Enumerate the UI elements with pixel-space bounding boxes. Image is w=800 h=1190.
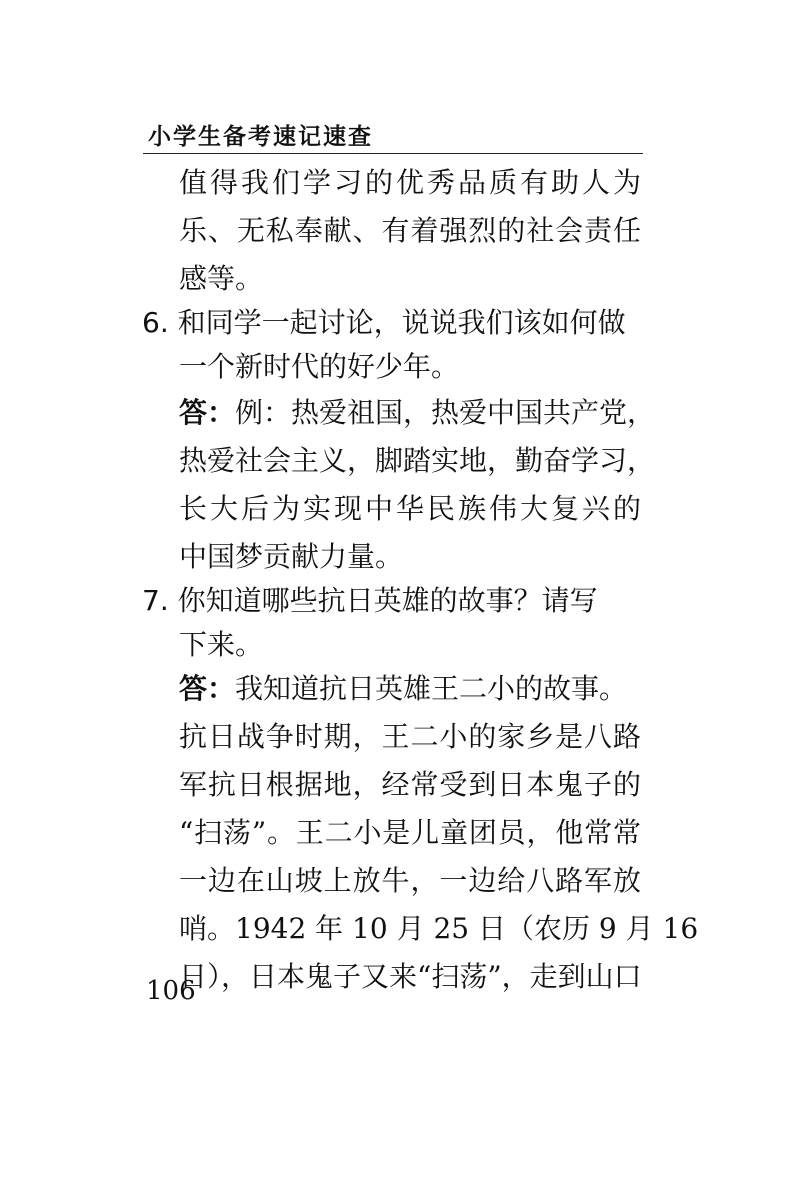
header-rule: [143, 153, 643, 154]
text-line: 感等。: [179, 262, 264, 295]
answer-label: 答：: [179, 672, 236, 705]
answer-7-line: 军抗日根据地，经常受到日本鬼子的: [179, 768, 641, 801]
answer-7-line: 答：我知道抗日英雄王二小的故事。: [179, 672, 628, 705]
text-line: 值得我们学习的优秀品质有助人为: [179, 166, 641, 199]
running-header: 小学生备考速记速查: [148, 124, 373, 150]
answer-7-line: 日），日本鬼子又来“扫荡”，走到山口: [179, 960, 642, 993]
answer-7-line: 哨。1942 年 10 月 25 日（农历 9 月 16: [179, 912, 699, 945]
answer-6-line: 答：例：热爱祖国，热爱中国共产党，: [179, 396, 656, 429]
answer-7-line: 一边在山坡上放牛，一边给八路军放: [179, 864, 641, 897]
answer-7-line: 抗日战争时期，王二小的家乡是八路: [179, 720, 641, 753]
question-7-cont: 下来。: [179, 628, 264, 661]
answer-6-line: 热爱社会主义，脚踏实地，勤奋学习，: [179, 444, 656, 477]
page-number: 106: [146, 976, 196, 1006]
answer-7-line: “扫荡”。王二小是儿童团员，他常常: [179, 816, 641, 849]
text-line: 乐、无私奉献、有着强烈的社会责任: [179, 214, 641, 247]
answer-label: 答：: [179, 396, 236, 429]
question-6-cont: 一个新时代的好少年。: [179, 350, 460, 383]
answer-6-line: 长大后为实现中华民族伟大复兴的: [179, 492, 641, 525]
question-7: 7. 你知道哪些抗日英雄的故事？请写: [142, 584, 598, 617]
question-6: 6. 和同学一起讨论，说说我们该如何做: [142, 306, 626, 339]
answer-6-line: 中国梦贡献力量。: [179, 540, 404, 573]
